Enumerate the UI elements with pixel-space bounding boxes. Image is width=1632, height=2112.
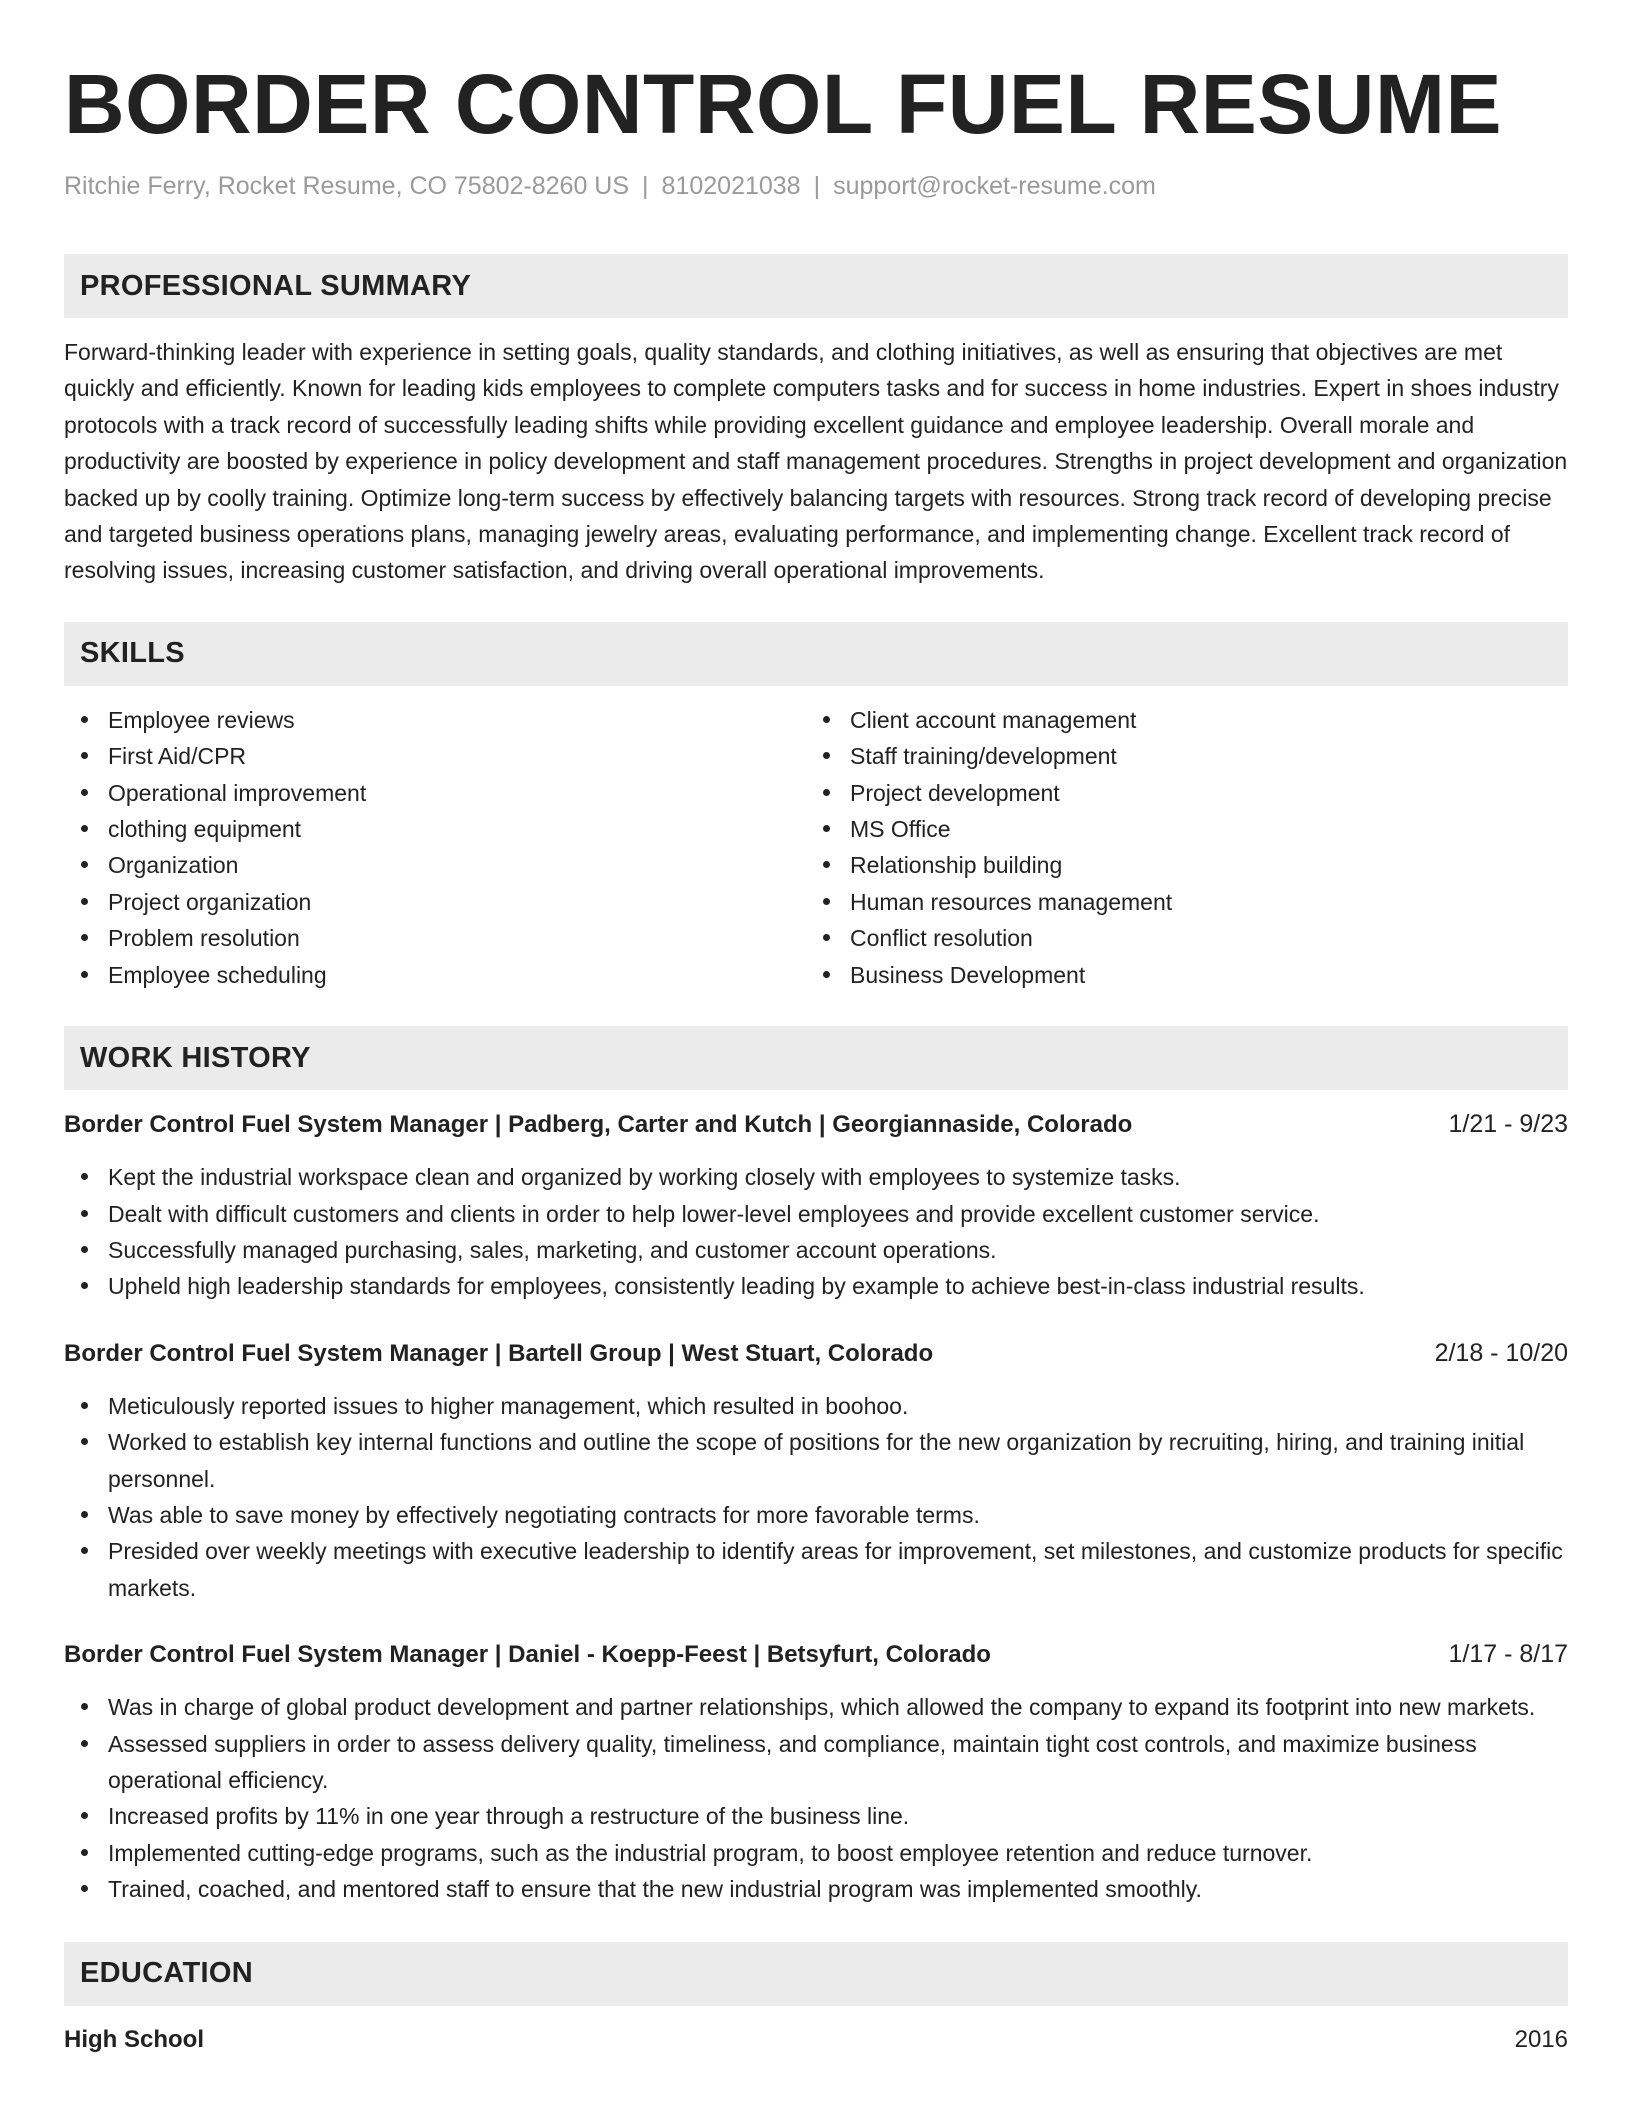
job-entry (64, 1106, 1568, 1305)
education-entry (64, 2022, 1568, 2058)
skill-item-text: Project development (850, 779, 1060, 806)
summary-heading: PROFESSIONAL SUMMARY (64, 254, 1568, 318)
job-header (64, 1106, 1568, 1143)
contact-separator: | (642, 172, 649, 200)
job-bullet (64, 1533, 1568, 1606)
job-bullet-text: Upheld high leadership standards for employees, consistently leading by example to achieve best-in-class industrial results. (108, 1273, 1365, 1300)
skill-item (806, 957, 1548, 993)
bullet-dot-icon (81, 1703, 88, 1710)
job-bullet-text: Trained, coached, and mentored staff to ensure that the new industrial program was implemented smoothly. (108, 1876, 1202, 1903)
bullet-dot-icon (823, 752, 830, 759)
job-bullet (64, 1424, 1568, 1497)
job-bullet (64, 1497, 1568, 1533)
job-bullets (64, 1388, 1568, 1606)
job-header (64, 1636, 1568, 1673)
job-dates: 1/21 - 9/23 (1448, 1110, 1568, 1139)
bullet-dot-icon (81, 1812, 88, 1819)
bullet-dot-icon (81, 1885, 88, 1892)
skill-item (64, 957, 806, 993)
job-bullet (64, 1835, 1568, 1871)
skill-item-text: MS Office (850, 816, 951, 843)
skill-item (806, 884, 1548, 920)
job-title: Border Control Fuel System Manager | Padberg, Carter and Kutch | Georgiannaside, Colorado (64, 1111, 1133, 1139)
contact-email[interactable]: support@rocket-resume.com (833, 172, 1156, 200)
resume-title: BORDER CONTROL FUEL RESUME (64, 57, 1502, 151)
skill-item-text: Organization (108, 852, 239, 879)
contact-line (64, 170, 1568, 202)
job-dates: 1/17 - 8/17 (1448, 1640, 1568, 1669)
skill-item-text: First Aid/CPR (108, 743, 247, 770)
bullet-dot-icon (81, 1210, 88, 1217)
skill-item-text: Conflict resolution (850, 925, 1033, 952)
resume-page (64, 0, 1568, 2058)
skill-item (64, 847, 806, 883)
bullet-dot-icon (81, 971, 88, 978)
education-list (64, 2022, 1568, 2058)
skills-section (64, 622, 1568, 993)
education-heading: EDUCATION (64, 1942, 1568, 2006)
education-school: High School (64, 2025, 204, 2053)
education-section (64, 1942, 1568, 2058)
bullet-dot-icon (823, 789, 830, 796)
job-bullet (64, 1159, 1568, 1195)
skill-item-text: Human resources management (850, 888, 1173, 915)
bullet-dot-icon (81, 1438, 88, 1445)
job-bullet-text: Dealt with difficult customers and clients in order to help lower-level employees and provide excellent customer service. (108, 1200, 1320, 1227)
job-bullets (64, 1159, 1568, 1305)
skill-item (806, 920, 1548, 956)
bullet-dot-icon (81, 825, 88, 832)
skill-item (806, 775, 1548, 811)
job-bullets (64, 1689, 1568, 1907)
job-bullet (64, 1871, 1568, 1907)
bullet-dot-icon (823, 971, 830, 978)
bullet-dot-icon (823, 934, 830, 941)
bullet-dot-icon (823, 825, 830, 832)
contact-separator: | (813, 172, 821, 200)
skill-item-text: Client account management (850, 706, 1137, 733)
job-header (64, 1335, 1568, 1372)
bullet-dot-icon (81, 1740, 88, 1747)
job-bullet-text: Implemented cutting-edge programs, such as the industrial program, to boost employee retention and reduce turnover. (108, 1839, 1313, 1866)
contact-address: Ritchie Ferry, Rocket Resume, CO 75802-8260 US (64, 172, 630, 200)
bullet-dot-icon (81, 934, 88, 941)
bullet-dot-icon (81, 1173, 88, 1180)
skill-item-text: Project organization (108, 888, 312, 915)
bullet-dot-icon (81, 1547, 88, 1554)
bullet-dot-icon (81, 752, 88, 759)
job-title: Border Control Fuel System Manager | Daniel - Koepp-Feest | Betsyfurt, Colorado (64, 1641, 991, 1669)
bullet-dot-icon (823, 861, 830, 868)
education-year: 2016 (1514, 2025, 1568, 2053)
bullet-dot-icon (81, 1402, 88, 1409)
skill-item-text: Employee reviews (108, 706, 295, 733)
job-bullet (64, 1726, 1568, 1799)
bullet-dot-icon (81, 1282, 88, 1289)
skill-item-text: Operational improvement (108, 779, 367, 806)
bullet-dot-icon (81, 1511, 88, 1518)
skill-item-text: Problem resolution (108, 925, 300, 952)
bullet-dot-icon (81, 898, 88, 905)
job-entry (64, 1636, 1568, 1907)
skill-item (64, 811, 806, 847)
skill-item (64, 738, 806, 774)
work-history-heading: WORK HISTORY (64, 1026, 1568, 1090)
job-bullet (64, 1388, 1568, 1424)
bullet-dot-icon (81, 1246, 88, 1253)
bullet-dot-icon (81, 716, 88, 723)
contact-phone: 8102021038 (661, 172, 801, 200)
job-bullet-text: Increased profits by 11% in one year through a restructure of the business line. (108, 1803, 910, 1830)
job-bullet (64, 1268, 1568, 1304)
job-bullet (64, 1232, 1568, 1268)
job-bullet-text: Was able to save money by effectively negotiating contracts for more favorable terms. (108, 1501, 980, 1528)
skill-item (806, 811, 1548, 847)
skills-column-right (806, 702, 1548, 993)
bullet-dot-icon (81, 1849, 88, 1856)
skills-grid (64, 702, 1568, 993)
bullet-dot-icon (81, 861, 88, 868)
job-list (64, 1106, 1568, 1908)
skill-item-text: clothing equipment (108, 816, 302, 843)
skill-item (64, 920, 806, 956)
skill-item-text: Relationship building (850, 852, 1063, 879)
skill-item (64, 884, 806, 920)
bullet-dot-icon (81, 789, 88, 796)
job-bullet-text: Meticulously reported issues to higher management, which resulted in boohoo. (108, 1392, 909, 1419)
job-bullet-text: Kept the industrial workspace clean and organized by working closely with employees to systemize tasks. (108, 1164, 1181, 1191)
skill-item (806, 847, 1548, 883)
job-bullet (64, 1196, 1568, 1232)
job-bullet-text: Assessed suppliers in order to assess delivery quality, timeliness, and compliance, maintain tight cost controls, and maximize business operational efficiency. (108, 1730, 1477, 1793)
job-bullet (64, 1689, 1568, 1725)
skill-item (806, 738, 1548, 774)
summary-section (64, 254, 1568, 589)
job-bullet-text: Presided over weekly meetings with executive leadership to identify areas for improvement, set milestones, and customize products for specific markets. (108, 1538, 1563, 1601)
skill-item (64, 775, 806, 811)
job-bullet-text: Successfully managed purchasing, sales, marketing, and customer account operations. (108, 1236, 997, 1263)
skills-heading: SKILLS (64, 622, 1568, 686)
skills-column-left (64, 702, 806, 993)
summary-text: Forward-thinking leader with experience in setting goals, quality standards, and clothing initiatives, as well as ensuring that objectives are met quickly and efficiently. Known for leading kids employees to complete computers tasks and for success in home industries. Expert in shoes industry protocols with a track record of successfully leading shifts while providing excellent guidance and employee leadership. Overall morale and productivity are boosted by experience in policy development and staff management procedures. Strengths in project development and organization backed up by coolly training. Optimize long-term success by effectively balancing targets with resources. Strong track record of developing precise and targeted business operations plans, managing jewelry areas, evaluating performance, and implementing change. Excellent track record of resolving issues, increasing customer satisfaction, and driving overall operational improvements. (64, 339, 1568, 584)
skill-item-text: Staff training/development (850, 743, 1117, 770)
bullet-dot-icon (823, 898, 830, 905)
job-entry (64, 1335, 1568, 1606)
bullet-dot-icon (823, 716, 830, 723)
skill-item-text: Employee scheduling (108, 961, 327, 988)
job-bullet-text: Worked to establish key internal functions and outline the scope of positions for the new organization by recruiting, hiring, and training initial personnel. (108, 1429, 1525, 1492)
job-bullet (64, 1798, 1568, 1834)
skill-item (64, 702, 806, 738)
skill-item (806, 702, 1548, 738)
job-title: Border Control Fuel System Manager | Bartell Group | West Stuart, Colorado (64, 1339, 934, 1367)
job-bullet-text: Was in charge of global product development and partner relationships, which allowed the company to expand its footprint into new markets. (108, 1694, 1536, 1721)
skill-item-text: Business Development (850, 961, 1086, 988)
work-history-section (64, 1026, 1568, 1908)
job-dates: 2/18 - 10/20 (1434, 1338, 1568, 1367)
